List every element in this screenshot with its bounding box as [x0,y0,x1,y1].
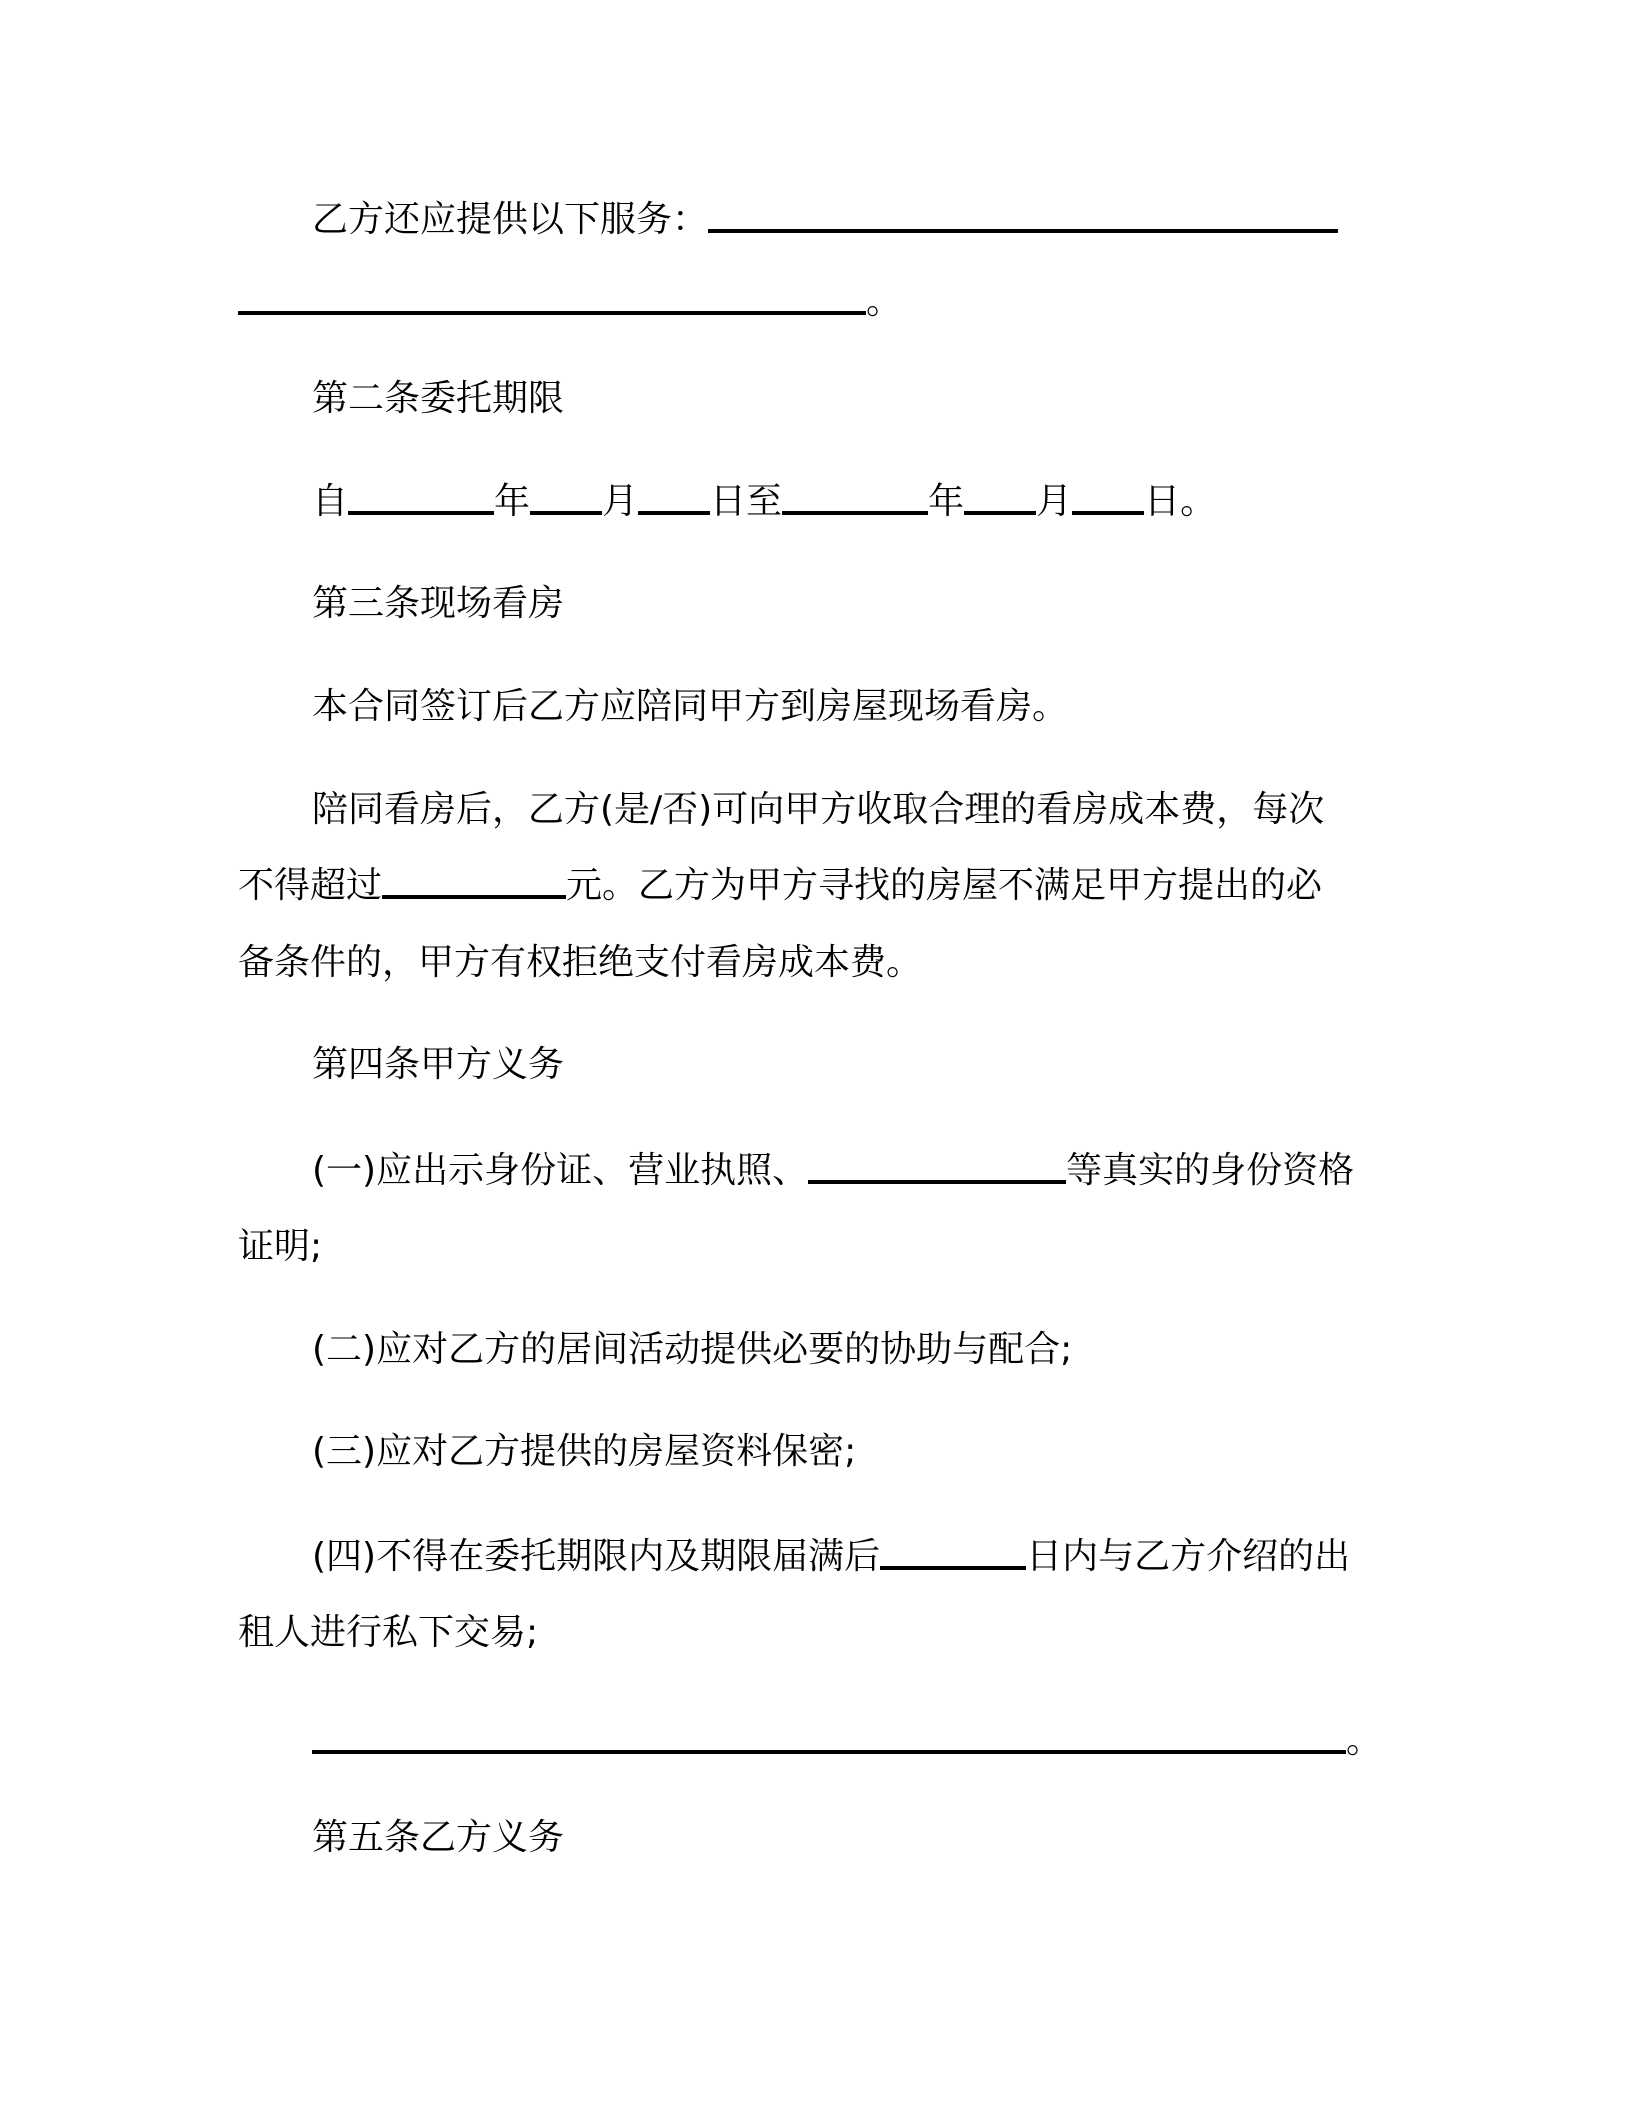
term-month-2: 月 [1036,481,1073,522]
item4-start: (四)不得在委托期限内及期限届满后 [312,1536,881,1577]
term-day-to: 日至 [710,481,783,522]
services-line-2 [238,278,902,326]
term-date-line [312,478,1216,526]
term-year: 年 [494,481,531,522]
services-blank-1[interactable] [708,199,1338,233]
end-month-blank[interactable] [964,481,1036,515]
item4-end: 日内与乙方介绍的出 [1026,1536,1351,1577]
article3-p2-line1: 陪同看房后，乙方(是/否)可向甲方收取合理的看房成本费，每次 [312,789,1325,830]
fee-limit-start: 不得超过 [238,865,383,906]
services-label: 乙方还应提供以下服务： [312,199,709,240]
start-month-blank[interactable] [530,481,602,515]
term-month: 月 [602,481,639,522]
blank-line-end: 。 [1346,1720,1383,1761]
article4-item1 [312,1147,1354,1195]
article4-title: 第四条甲方义务 [312,1044,565,1085]
end-year-blank[interactable] [782,481,928,515]
item1-end: 等真实的身份资格 [1066,1150,1355,1191]
fee-limit-blank[interactable] [382,865,566,899]
article3-title: 第三条现场看房 [312,583,565,624]
article4-item2: (二)应对乙方的居间活动提供必要的协助与配合; [312,1329,1073,1370]
article5-title: 第五条乙方义务 [312,1817,565,1858]
term-day-end: 日。 [1144,481,1217,522]
article4-item1-cont: 证明; [238,1226,323,1267]
article2-title: 第二条委托期限 [312,378,565,419]
start-day-blank[interactable] [638,481,710,515]
article4-item4-cont: 租人进行私下交易; [238,1612,539,1653]
id-document-blank[interactable] [808,1150,1066,1184]
article3-p2-line3: 备条件的，甲方有权拒绝支付看房成本费。 [238,942,923,983]
article4-item3: (三)应对乙方提供的房屋资料保密; [312,1431,857,1472]
article3-p1: 本合同签订后乙方应陪同甲方到房屋现场看房。 [312,686,1069,727]
services-line [312,196,1338,244]
item1-start: (一)应出示身份证、营业执照、 [312,1150,809,1191]
article4-blank-line [312,1717,1382,1765]
term-year-2: 年 [928,481,965,522]
other-obligation-blank[interactable] [312,1720,1346,1754]
services-end: 。 [866,281,903,322]
days-blank[interactable] [880,1536,1026,1570]
term-from: 自 [312,481,349,522]
services-blank-2[interactable] [238,281,866,315]
article3-p2-line2 [238,862,1322,910]
start-year-blank[interactable] [348,481,494,515]
end-day-blank[interactable] [1072,481,1144,515]
fee-limit-end: 元。乙方为甲方寻找的房屋不满足甲方提出的必 [566,865,1323,906]
article4-item4 [312,1533,1350,1581]
